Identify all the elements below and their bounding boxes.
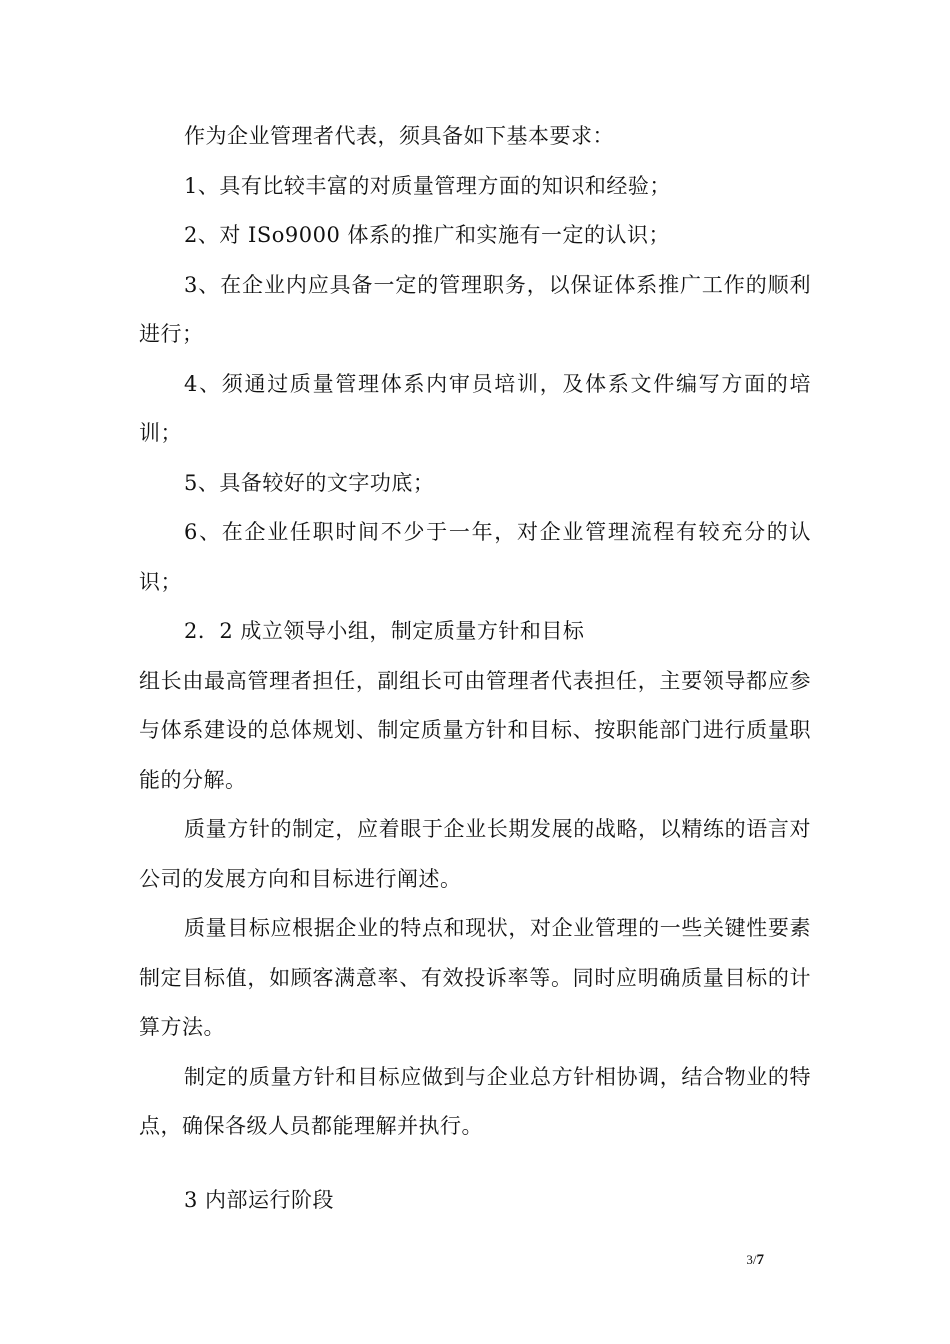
- requirement-2: 2、对 ISo9000 体系的推广和实施有一定的认识；: [184, 223, 670, 247]
- section-heading-2-2: 2．2 成立领导小组，制定质量方针和目标: [184, 619, 585, 643]
- paragraph-policy-coordination: 制定的质量方针和目标应做到与企业总方针相协调，结合物业的特点，确保各级人员都能理解并执行。: [139, 1064, 811, 1138]
- section-heading-3: 3 内部运行阶段: [184, 1187, 335, 1212]
- requirement-3: 3、在企业内应具备一定的管理职务，以保证体系推广工作的顺利进行；: [139, 272, 811, 346]
- requirement-4: 4、须通过质量管理体系内审员培训，及体系文件编写方面的培训；: [139, 371, 811, 445]
- requirement-6: 6、在企业任职时间不少于一年，对企业管理流程有较充分的认识；: [139, 520, 811, 594]
- page-number-total: 7: [756, 1252, 764, 1268]
- requirement-5: 5、具备较好的文字功底；: [184, 470, 435, 495]
- page-number-current: 3/: [746, 1252, 757, 1267]
- paragraph-quality-objectives: 质量目标应根据企业的特点和现状，对企业管理的一些关键性要素制定目标值，如顾客满意率、有效投诉率等。同时应明确质量目标的计算方法。: [139, 916, 811, 1039]
- paragraph-quality-policy: 质量方针的制定，应着眼于企业长期发展的战略，以精练的语言对公司的发展方向和目标进行阐述。: [139, 817, 811, 891]
- requirement-1: 1、具有比较丰富的对质量管理方面的知识和经验；: [184, 173, 671, 198]
- document-body: [139, 112, 811, 1225]
- page-number: [746, 1252, 764, 1269]
- paragraph-intro: 作为企业管理者代表，须具备如下基本要求：: [184, 124, 614, 148]
- paragraph-leadership-group: 组长由最高管理者担任，副组长可由管理者代表担任，主要领导都应参与体系建设的总体规划、制定质量方针和目标、按职能部门进行质量职能的分解。: [139, 668, 811, 792]
